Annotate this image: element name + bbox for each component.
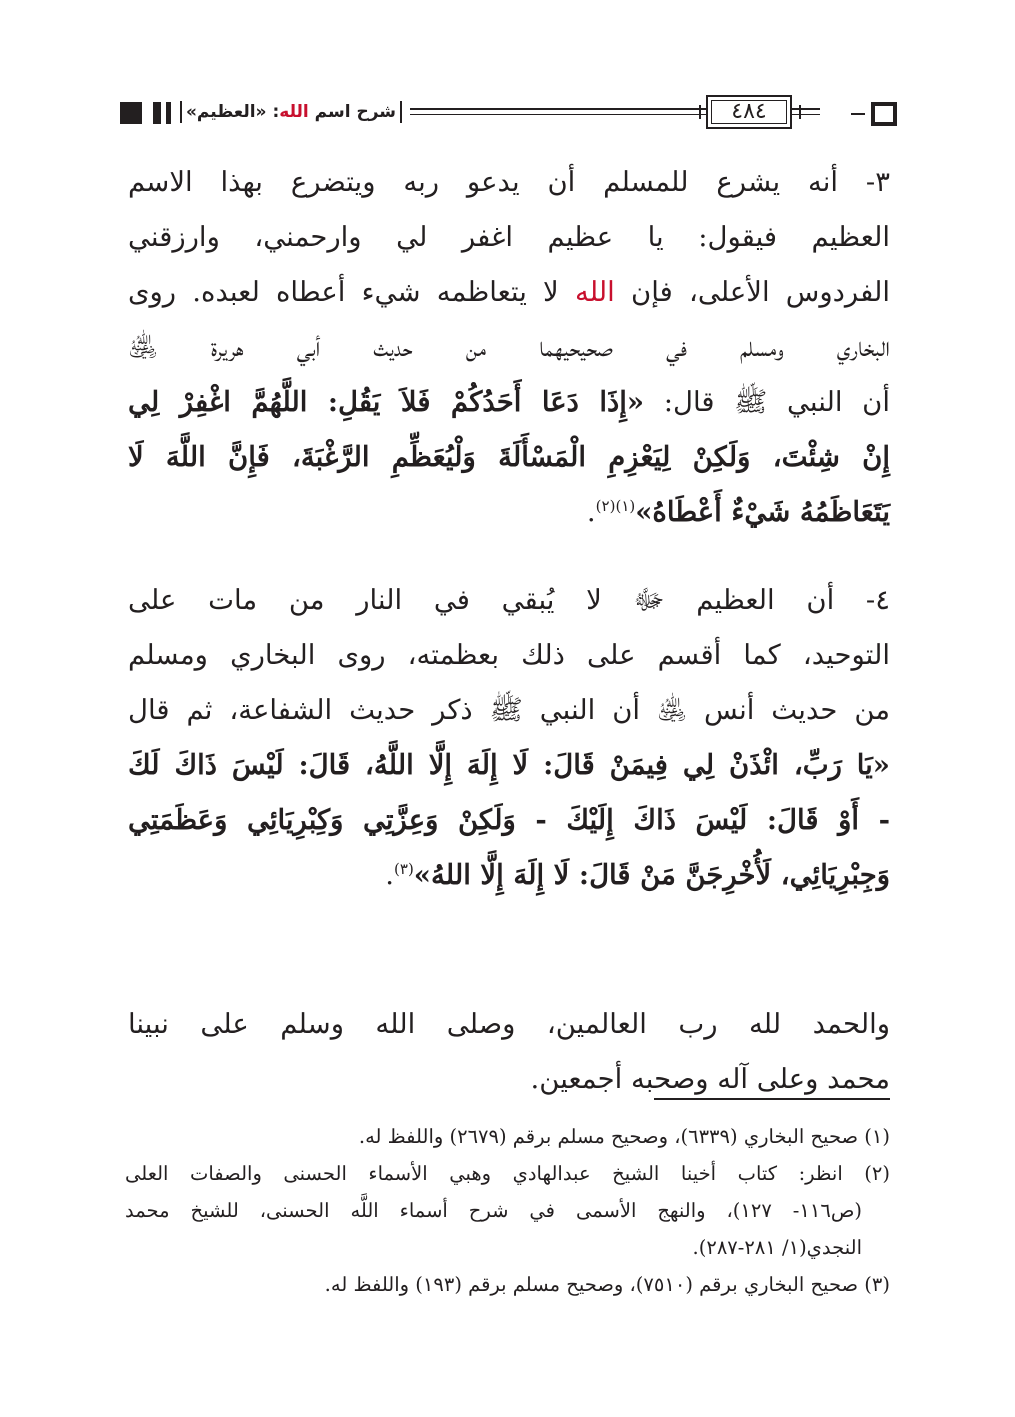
footnote-2-cont: النجدي(١/ ٢٨١-٢٨٧). [692, 1236, 862, 1259]
hadith-text: «يَا رَبِّ، ائْذَنْ لِي فِيمَنْ قَالَ: لَا إِلَهَ إِلَّا اللَّهُ، قَالَ: لَيْسَ ذَاكَ لَكَ [128, 749, 890, 781]
text-line: الفردوس الأعلى، فإن الله لا يتعاظمه شيء أعطاه لعبده. روى [128, 276, 890, 308]
footnote-ref[interactable]: (١)(٢) [595, 496, 636, 515]
text-line: التوحيد، كما أقسم على ذلك بعظمته، روى البخاري ومسلم [128, 639, 890, 671]
hadith-text: يَتَعَاظَمُهُ شَيْءٌ أَعْطَاهُ» [635, 496, 890, 528]
hadith-text: - أَوْ قَالَ: لَيْسَ ذَاكَ إِلَيْكَ - وَلَكِنْ وَعِزَّتِي وَكِبْرِيَائِي وَعَظَمَتِي [128, 804, 890, 836]
hadith-text: «إِذَا دَعَا أَحَدُكُمْ فَلاَ يَقُلِ: اللَّهُمَّ اغْفِرْ لِي [128, 386, 645, 418]
text-line: والحمد لله رب العالمين، وصلى الله وسلم على نبينا [128, 1008, 890, 1040]
footnote-separator [654, 1098, 890, 1100]
footnotes [125, 1118, 890, 1303]
header-ornament-bar [166, 102, 171, 124]
text-line: محمد وعلى آله وصحبه أجمعين. [530, 1063, 890, 1095]
paragraph-4 [128, 573, 890, 903]
text-line: يَتَعَاظَمُهُ شَيْءٌ أَعْطَاهُ»$^{(١)(٢)}$. [586, 496, 890, 528]
header-ornament-block [120, 102, 142, 124]
footnote-2: (٢) انظر: كتاب أخينا الشيخ عبدالهادي وهبي الأسماء الحسنى والصفات العلى [125, 1162, 890, 1185]
hadith-text: وَجِبْرِيَائِي، لَأُخْرِجَنَّ مَنْ قَالَ: لَا إِلَهَ إِلَّا اللهُ» [413, 859, 890, 891]
running-title [176, 96, 406, 128]
running-title-part2: : «العظيم» [185, 102, 280, 122]
footnote-2-cont: (ص١١٦- ١٢٧)، والنهج الأسمى في شرح أسماء اللَّه الحسنى، للشيخ محمد [125, 1199, 862, 1222]
text-line: ٤- أن العظيم ﷻ لا يُبقي في النار من مات على [128, 584, 890, 616]
header-ornament-square [871, 102, 897, 126]
header-ornament-bar [153, 102, 161, 124]
running-title-allah: الله [279, 102, 309, 122]
footnote-3: (٣) صحيح البخاري برقم (٧٥١٠)، وصحيح مسلم برقم (١٩٣) واللفظ له. [324, 1273, 890, 1296]
text-line: وَجِبْرِيَائِي، لَأُخْرِجَنَّ مَنْ قَالَ: لَا إِلَهَ إِلَّا اللهُ»$^{(٣)}$. [385, 859, 890, 891]
text-line: العظيم فيقول: يا عظيم اغفر لي وارحمني، وارزقني [128, 221, 890, 253]
paragraph-3 [128, 155, 890, 540]
text-line: من حديث أنس ﵁ أن النبي ﷺ ذكر حديث الشفاعة، ثم قال [128, 694, 890, 726]
allah-word: الله [574, 276, 615, 308]
page-header [120, 96, 897, 138]
footnote-ref[interactable]: (٣) [394, 859, 414, 878]
header-rule [851, 113, 865, 115]
hadith-text: إِنْ شِئْتَ، وَلَكِنْ لِيَعْزِمِ الْمَسْأَلَةَ وَلْيُعَظِّمِ الرَّغْبَةَ، فَإِنَّ اللَّهَ لَا [128, 441, 890, 473]
closing-paragraph [128, 997, 890, 1107]
text-line: البخاري ومسلم في صحيحيهما من حديث أبي هريرة ﵁ [128, 331, 890, 363]
text-line: أن النبي ﷺ قال: «إِذَا دَعَا أَحَدُكُمْ فَلاَ يَقُلِ: اللَّهُمَّ اغْفِرْ لِي [128, 386, 890, 418]
text-line: ٣- أنه يشرع للمسلم أن يدعو ربه ويتضرع بهذا الاسم [128, 166, 890, 198]
running-title-part1: شرح اسم [314, 102, 396, 122]
footnote-1: (١) صحيح البخاري (٦٣٣٩)، وصحيح مسلم برقم (٢٦٧٩) واللفظ له. [358, 1125, 890, 1148]
page-number: ٤٨٤ [706, 95, 792, 129]
